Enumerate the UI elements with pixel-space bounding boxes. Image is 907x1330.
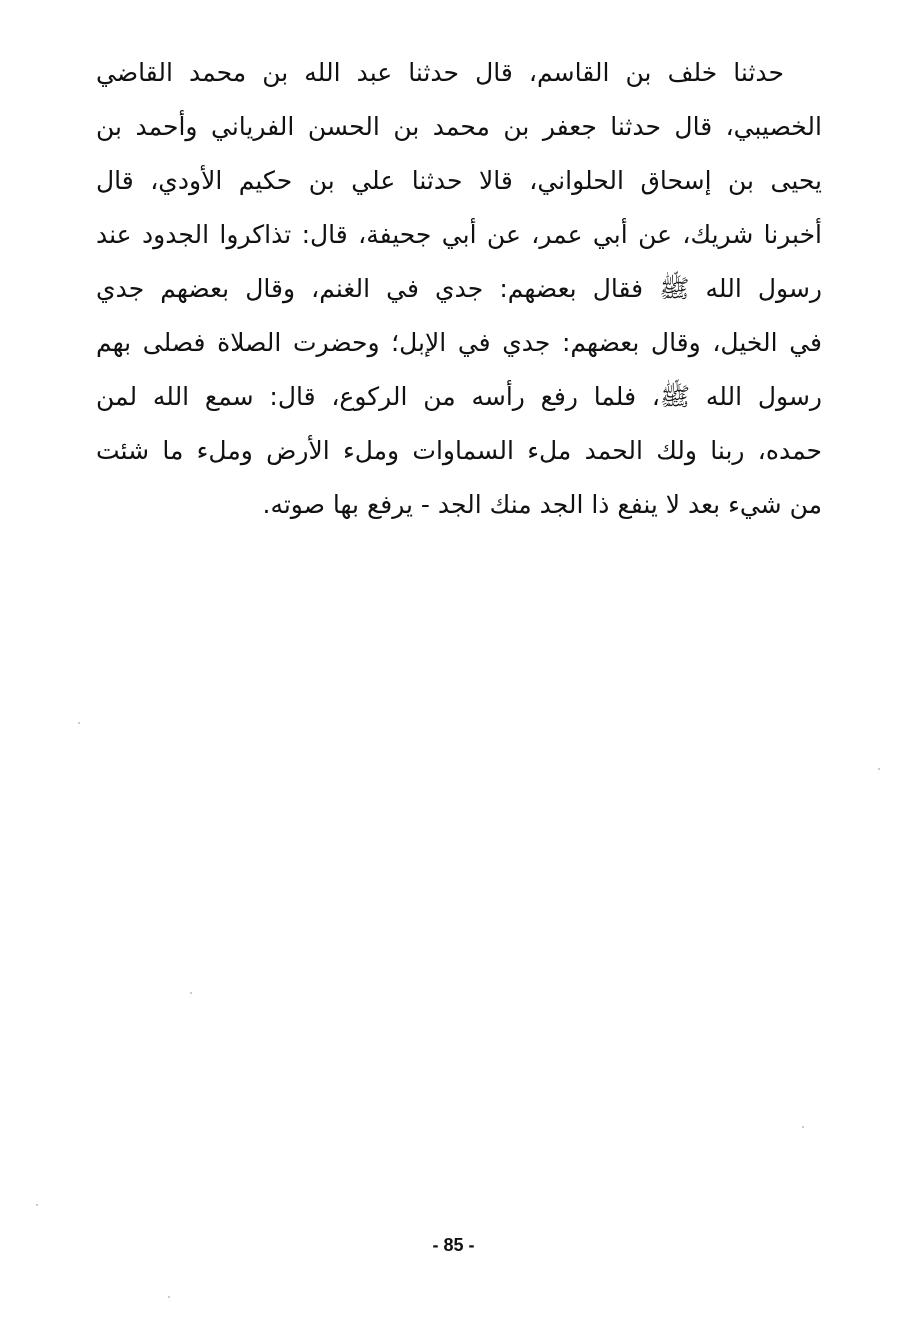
text-line-9: من شيء بعد لا ينفع ذا الجد منك الجد - يرفع بها صوته. (262, 490, 822, 519)
text-line-2: الخصيبي، قال حدثنا جعفر بن محمد بن الحسن الفرياني وأحمد بن (96, 112, 822, 141)
text-line-1: حدثنا خلف بن القاسم، قال حدثنا عبد الله بن محمد القاضي (96, 58, 784, 87)
text-line-7: رسول الله ﷺ، فلما رفع رأسه من الركوع، قال: سمع الله لمن (96, 382, 822, 411)
scan-speck (78, 722, 80, 724)
scan-speck (168, 1296, 170, 1298)
text-line-6: في الخيل، وقال بعضهم: جدي في الإبل؛ وحضرت الصلاة فصلى بهم (96, 328, 822, 357)
scan-speck (36, 1204, 38, 1206)
scan-speck (190, 992, 192, 994)
scan-speck (878, 768, 880, 770)
text-line-4: أخبرنا شريك، عن أبي عمر، عن أبي جحيفة، قال: تذاكروا الجدود عند (96, 220, 822, 249)
hadith-paragraph (96, 46, 822, 532)
text-line-5: رسول الله ﷺ فقال بعضهم: جدي في الغنم، وقال بعضهم جدي (96, 274, 822, 303)
text-line-3: يحيى بن إسحاق الحلواني، قالا حدثنا علي بن حكيم الأودي، قال (96, 166, 822, 195)
page-number: - 85 - (432, 1235, 475, 1255)
text-line-8: حمده، ربنا ولك الحمد ملء السماوات وملء الأرض وملء ما شئت (96, 436, 822, 465)
scan-speck (802, 1126, 804, 1128)
